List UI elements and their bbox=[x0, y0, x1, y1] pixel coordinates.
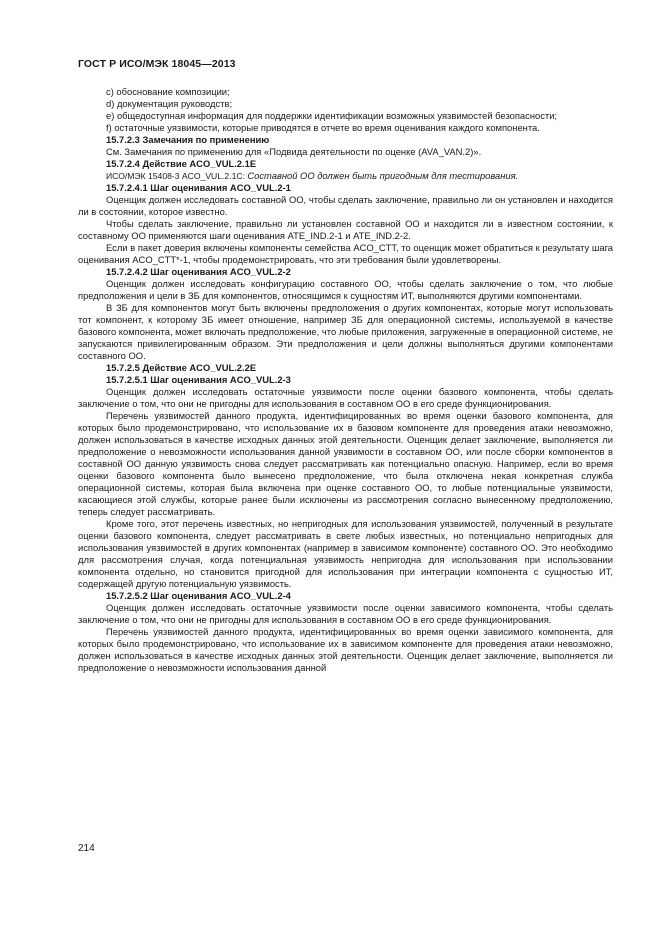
standard-reference-note bbox=[78, 170, 613, 182]
paragraph: Перечень уязвимостей данного продукта, идентифицированных во время оценки базового компонента, для которых было продемонстрировано, что использование их в базовом компоненте для проведения атаки невозможно, должен использоваться в качестве исходных данных этой деятельности. Оценщик делает заключение, выполняется ли предположение о невозможности использования данной уязвимости в составном ОО, или после сборки компонентов в составной ОО данную уязвимость снова следует рассматривать как потенциально опасную. Например, если во время оценки базового компонента было вынесено предположение, что была отключена некая конкретная служба операционной системы, которая была включена при оценке составного ОО, то любые потенциальные уязвимости, касающиеся этой службы, которые ранее были исключены из рассмотрения согласно вынесенному предположению, теперь следует рассматривать. bbox=[78, 410, 613, 517]
section-heading: 15.7.2.5 Действие ACO_VUL.2.2E bbox=[106, 362, 257, 373]
list-item: d) документация руководств; bbox=[106, 98, 233, 109]
section-heading: 15.7.2.4 Действие ACO_VUL.2.1E bbox=[106, 158, 257, 169]
paragraph: Оценщик должен исследовать остаточные уязвимости после оценки зависимого компонента, чтобы сделать заключение о том, что они не пригодны для использования в составном ОО в его среде функционирования. bbox=[78, 602, 613, 625]
document-body bbox=[78, 86, 613, 674]
page-header: ГОСТ Р ИСО/МЭК 18045—2013 bbox=[78, 58, 236, 70]
paragraph: Оценщик должен исследовать остаточные уязвимости после оценки базового компонента, чтобы сделать заключение о том, что они не пригодны для использования в составном ОО в его среде функционирования. bbox=[78, 386, 613, 409]
paragraph: Если в пакет доверия включены компоненты семейства ACO_CTT, то оценщик может обратиться к результату шага оценивания ACO_CTT*-1, чтобы продемонстрировать, что эти требования были удовлетворены. bbox=[78, 242, 613, 265]
section-heading: 15.7.2.4.1 Шаг оценивания ACO_VUL.2-1 bbox=[106, 182, 291, 193]
page-number: 214 bbox=[78, 843, 95, 854]
list-item: f) остаточные уязвимости, которые приводятся в отчете во время оценивания каждого компонента. bbox=[106, 122, 540, 133]
section-heading: 15.7.2.5.1 Шаг оценивания ACO_VUL.2-3 bbox=[106, 374, 291, 385]
section-heading: 15.7.2.3 Замечания по применению bbox=[106, 134, 270, 145]
paragraph: Перечень уязвимостей данного продукта, идентифицированных во время оценки зависимого компонента, для которых было продемонстрировано, что использование их в зависимом компоненте для проведения атаки невозможно, должен использоваться в качестве исходных данных этой деятельности. Оценщик делает заключение, выполняется ли предположение о невозможности использования данной bbox=[78, 626, 613, 673]
section-heading: 15.7.2.4.2 Шаг оценивания ACO_VUL.2-2 bbox=[106, 266, 291, 277]
reference-code: ИСО/МЭК 15408-3 ACO_VUL.2.1C: bbox=[106, 171, 248, 181]
reference-text: Составной ОО должен быть пригодным для тестирования. bbox=[247, 170, 519, 181]
paragraph: См. Замечания по применению для «Подвида деятельности по оценке (AVA_VAN.2)». bbox=[106, 146, 482, 157]
paragraph: В ЗБ для компонентов могут быть включены предположения о других компонентах, которые могут использовать тот компонент, к которому ЗБ имеет отношение, например ЗБ для операционной системы, используемой в качестве базового компонента, может включать предположение, что любые приложения, загруженные в операционной системе, не запускаются привилегированным образом. Эти предположения и цели должны выполняться другими компонентами составного ОО. bbox=[78, 302, 613, 361]
paragraph: Оценщик должен исследовать составной ОО, чтобы сделать заключение, правильно ли он установлен и находится ли в состоянии, которое известно. bbox=[78, 194, 613, 217]
list-item: e) общедоступная информация для поддержки идентификации возможных уязвимостей безопасности; bbox=[106, 110, 558, 121]
paragraph: Кроме того, этот перечень известных, но непригодных для использования уязвимостей, полученный в результате оценки базового компонента, следует рассматривать в свете любых известных, но потенциально непригодных для использования уязвимостей в других компонентах (например в зависимом компоненте) составного ОО. Это необходимо для рассмотрения случая, когда потенциальная уязвимость непригодна для использования при использовании компонента отдельно, но становится пригодной для использования при интеграции компонента с сущностью ИТ, содержащей другую потенциальную уязвимость. bbox=[78, 518, 613, 589]
paragraph: Оценщик должен исследовать конфигурацию составного ОО, чтобы сделать заключение о том, что любые предположения и цели в ЗБ для компонентов, относящимся к сущностям ИТ, выполняются другими компонентами. bbox=[78, 278, 613, 301]
section-heading: 15.7.2.5.2 Шаг оценивания ACO_VUL.2-4 bbox=[106, 590, 291, 601]
list-item: c) обоснование композиции; bbox=[106, 86, 230, 97]
paragraph: Чтобы сделать заключение, правильно ли установлен составной ОО и находится ли в известном состоянии, к составному ОО применяются шаги оценивания ATE_IND.2-1 и ATE_IND.2-2. bbox=[78, 218, 613, 241]
